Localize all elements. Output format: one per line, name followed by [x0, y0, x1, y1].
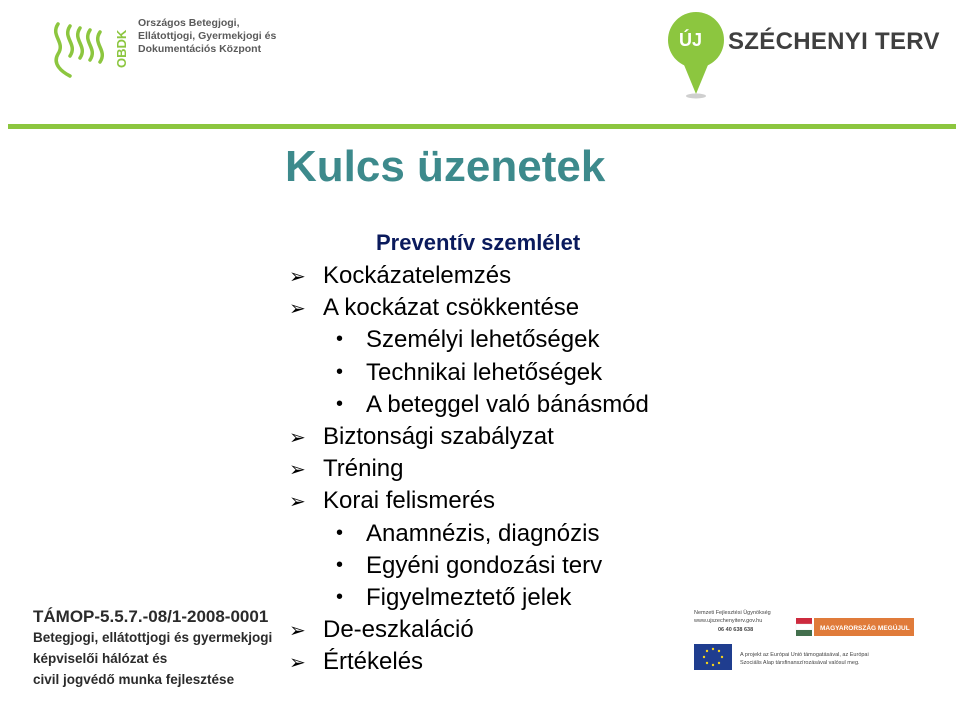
arrow-bullet-icon: ➢ [289, 491, 306, 514]
hungary-badge: MAGYARORSZÁG MEGÚJUL [820, 625, 910, 632]
list-item: Biztonsági szabályzat [323, 423, 554, 450]
eu-funding-logos [688, 604, 928, 676]
project-line: civil jogvédő munka fejlesztése [33, 672, 235, 687]
list-subitem: Egyéni gondozási terv [366, 551, 603, 579]
obdk-line: Országos Betegjogi, [138, 17, 240, 29]
list-item: A kockázat csökkentése [323, 294, 580, 322]
list-subitem: Személyi lehetőségek [366, 326, 600, 354]
eu-line: A projekt az Európai Unió támogatásával, az Európai [740, 652, 869, 658]
arrow-bullet-icon: ➢ [289, 266, 306, 288]
dot-bullet-icon: • [336, 392, 344, 415]
dot-bullet-icon: • [336, 360, 344, 383]
agency-line: www.ujszechenyiterv.gov.hu [694, 618, 763, 624]
list-subitem: Anamnézis, diagnózis [366, 519, 600, 547]
slide-title: Kulcs üzenetek [285, 142, 606, 191]
list-item: De-eszkaláció [323, 616, 474, 644]
list-subitem: A beteggel való bánásmód [366, 390, 649, 418]
project-line: Betegjogi, ellátottjogi és gyermekjogi [33, 630, 273, 645]
szechenyi-name: SZÉCHENYI TERV [728, 28, 940, 55]
dot-bullet-icon: • [336, 553, 344, 576]
eu-line: Szociális Alap társfinanszírozásával valósul meg. [740, 660, 860, 666]
list-item: Tréning [323, 455, 404, 483]
list-subitem: Technikai lehetőségek [366, 358, 603, 386]
project-line: képviselői hálózat és [33, 651, 168, 666]
list-item: Értékelés [323, 648, 424, 676]
obdk-line: Dokumentációs Központ [138, 43, 262, 55]
arrow-bullet-icon: ➢ [289, 298, 306, 321]
slide-subheading: Preventív szemlélet [376, 230, 581, 255]
arrow-bullet-icon: ➢ [289, 459, 306, 482]
list-item: Kockázatelemzés [323, 262, 512, 289]
obdk-name [138, 17, 276, 56]
obdk-line: Ellátottjogi, Gyermekjogi és [138, 30, 277, 42]
header-divider [8, 124, 956, 129]
list-subitem: Figyelmeztető jelek [366, 584, 572, 611]
project-block [33, 607, 272, 690]
arrow-bullet-icon: ➢ [289, 620, 306, 643]
szechenyi-prefix: ÚJ [679, 30, 703, 50]
dot-bullet-icon: • [336, 328, 344, 351]
obdk-mark: OBDK [114, 29, 129, 68]
arrow-bullet-icon: ➢ [289, 652, 306, 675]
agency-line: Nemzeti Fejlesztési Ügynökség [694, 610, 771, 616]
project-code: TÁMOP-5.5.7.-08/1-2008-0001 [33, 607, 269, 626]
dot-bullet-icon: • [336, 586, 344, 608]
dot-bullet-icon: • [336, 521, 344, 544]
arrow-bullet-icon: ➢ [289, 427, 306, 449]
list-item: Korai felismerés [323, 487, 496, 515]
agency-line: 06 40 638 638 [718, 627, 754, 633]
